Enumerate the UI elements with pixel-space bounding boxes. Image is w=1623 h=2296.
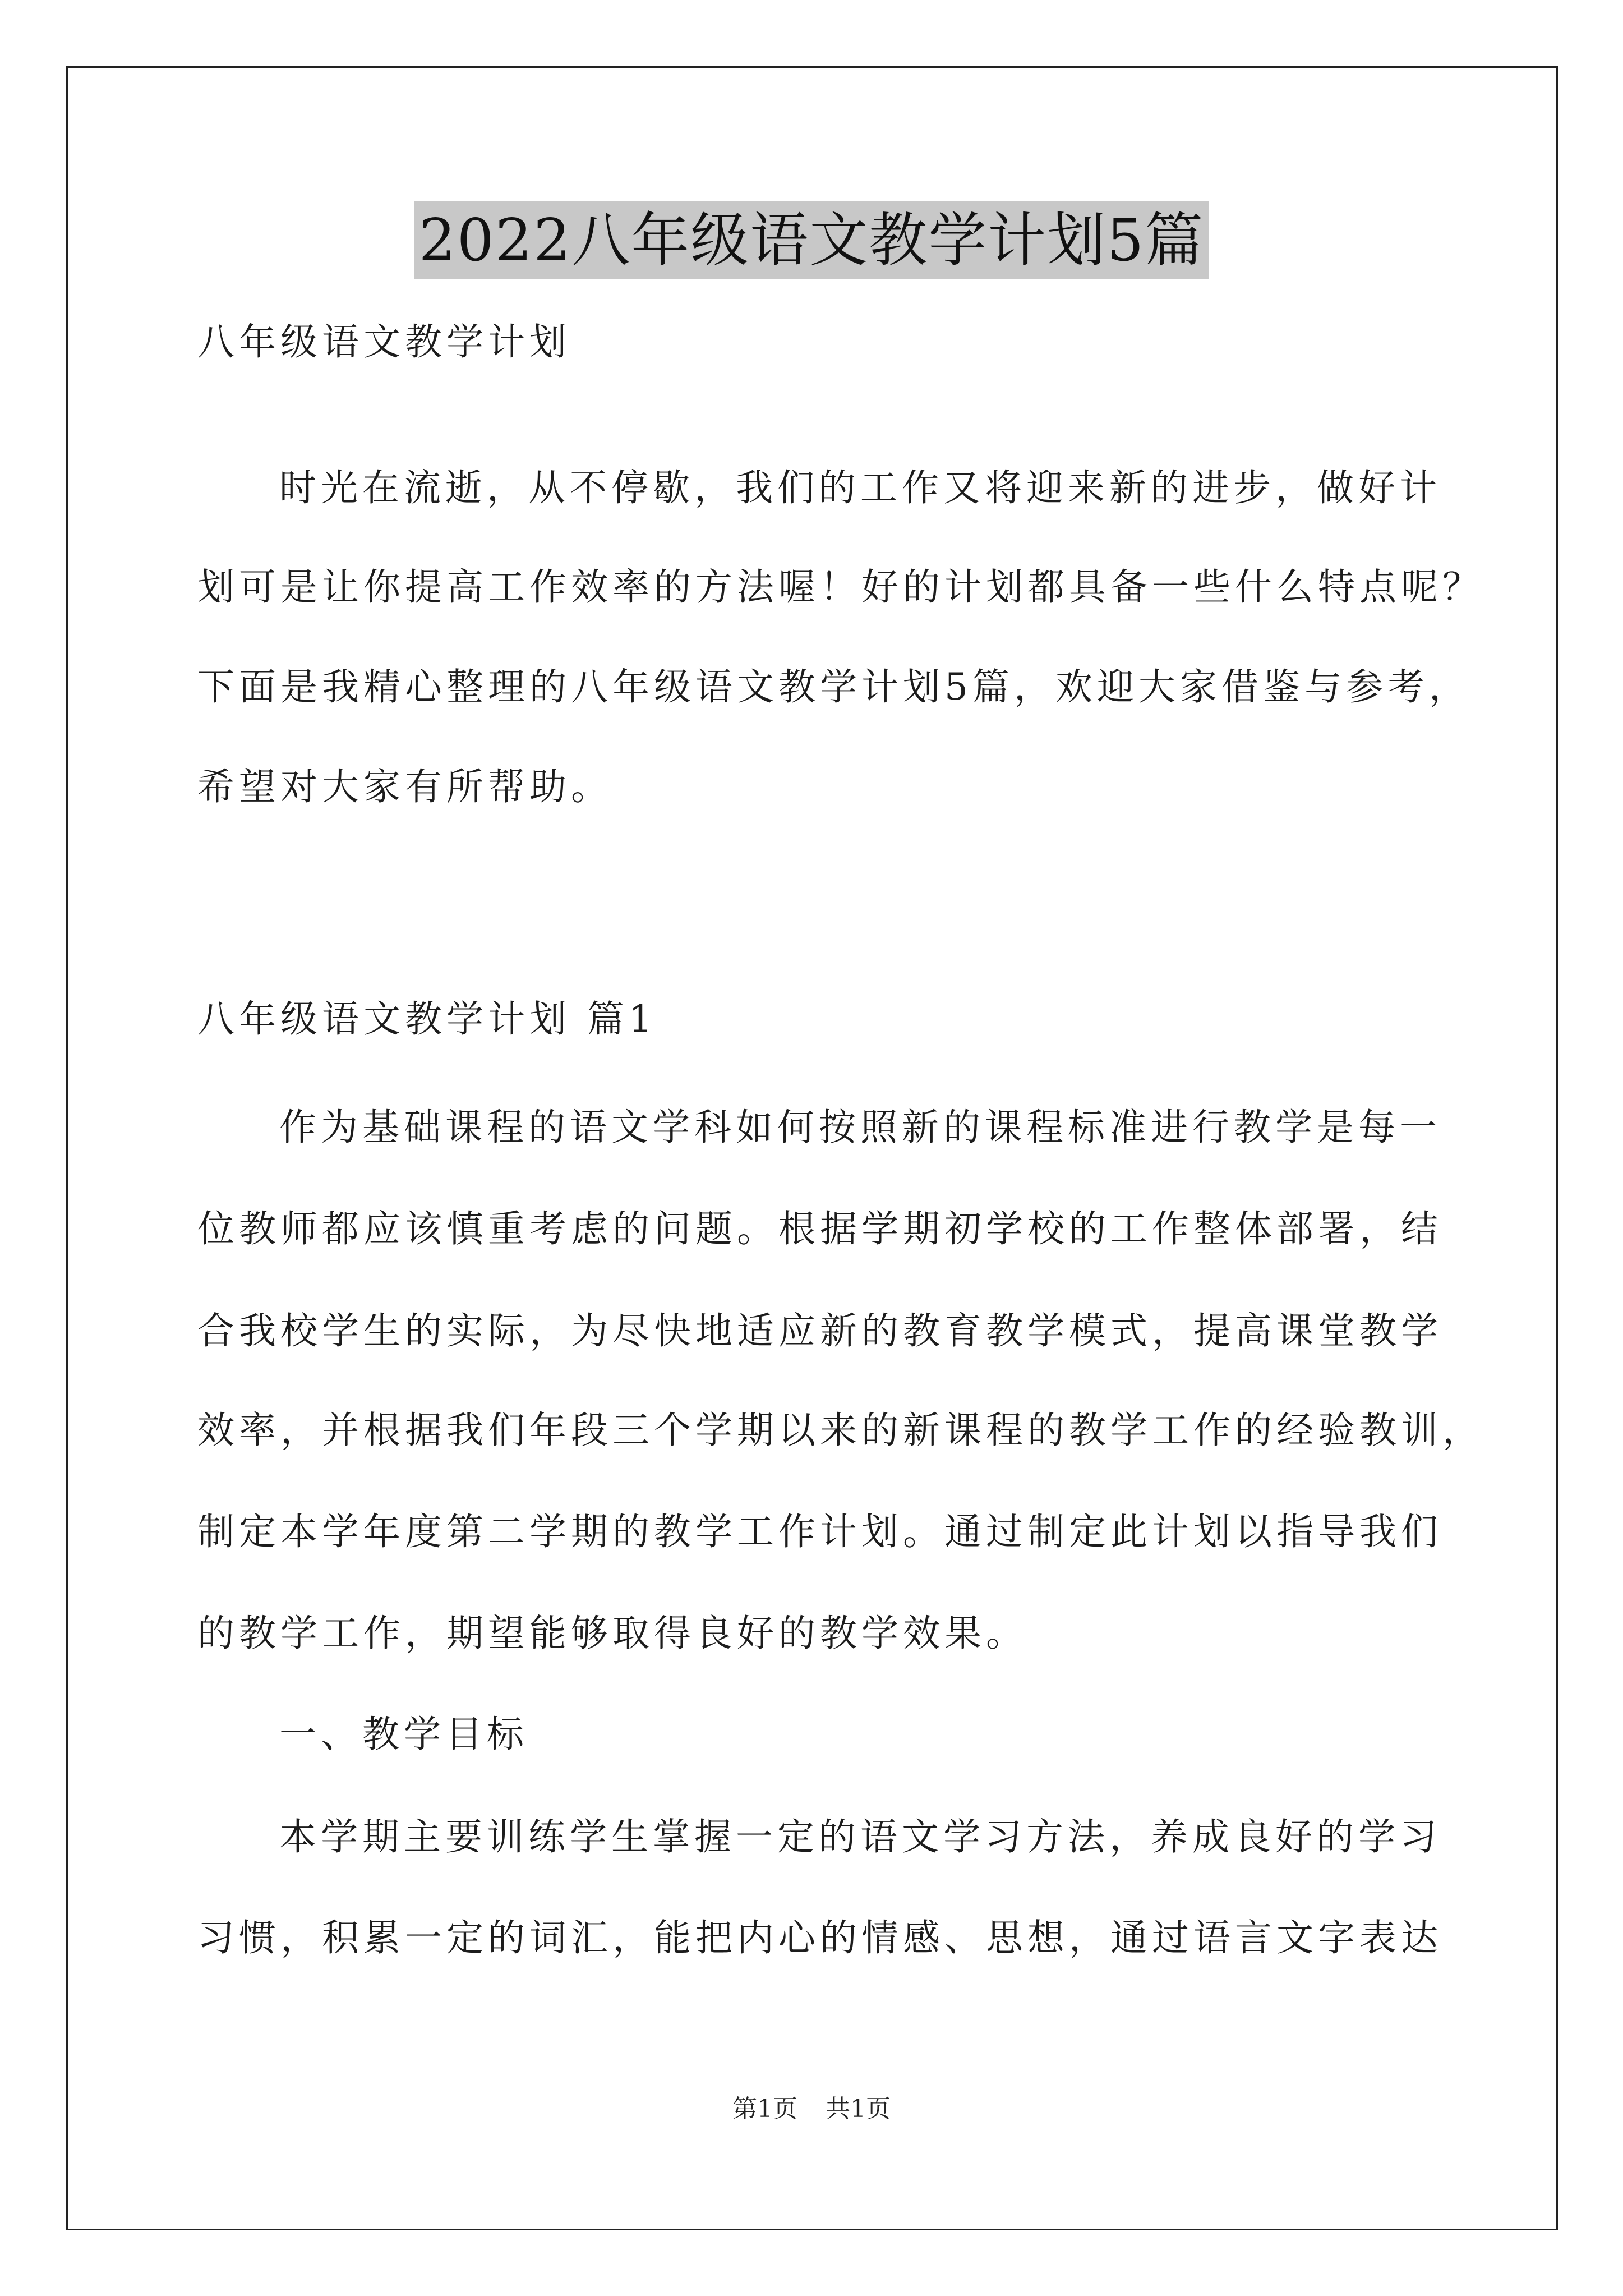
title-container [0,201,1623,279]
intro-line-1: 时光在流逝，从不停歇，我们的工作又将迎来新的进步，做好计 [279,466,1441,509]
goal-line-2: 习惯，积累一定的词汇，能把内心的情感、思想，通过语言文字表达 [197,1916,1442,1959]
section-line-2: 位教师都应该慎重考虑的问题。根据学期初学校的工作整体部署，结 [197,1207,1442,1250]
section-line-6: 的教学工作，期望能够取得良好的教学效果。 [197,1612,1027,1655]
subheading-teaching-goals: 一、教学目标 [279,1713,528,1756]
goal-line-1: 本学期主要训练学生掌握一定的语文学习方法，养成良好的学习 [279,1815,1441,1858]
intro-line-4: 希望对大家有所帮助。 [197,765,612,808]
document-title: 2022八年级语文教学计划5篇 [414,201,1209,279]
section-line-5: 制定本学年度第二学期的教学工作计划。通过制定此计划以指导我们 [197,1510,1442,1553]
intro-line-3: 下面是我精心整理的八年级语文教学计划5篇，欢迎大家借鉴与参考， [197,665,1470,708]
page-number-current: 第1页 [732,2095,797,2123]
section-line-4: 效率，并根据我们年段三个学期以来的新课程的教学工作的经验教训， [197,1409,1484,1452]
section-line-3: 合我校学生的实际，为尽快地适应新的教育教学模式，提高课堂教学 [197,1309,1442,1352]
section-line-1: 作为基础课程的语文学科如何按照新的课程标准进行教学是每一 [279,1106,1441,1149]
section-heading: 八年级语文教学计划 篇1 [197,997,657,1041]
intro-heading: 八年级语文教学计划 [197,320,571,364]
page-footer [0,2092,1623,2126]
intro-line-2: 划可是让你提高工作效率的方法喔！好的计划都具备一些什么特点呢？ [197,565,1484,609]
page-number-total: 共1页 [826,2095,891,2123]
